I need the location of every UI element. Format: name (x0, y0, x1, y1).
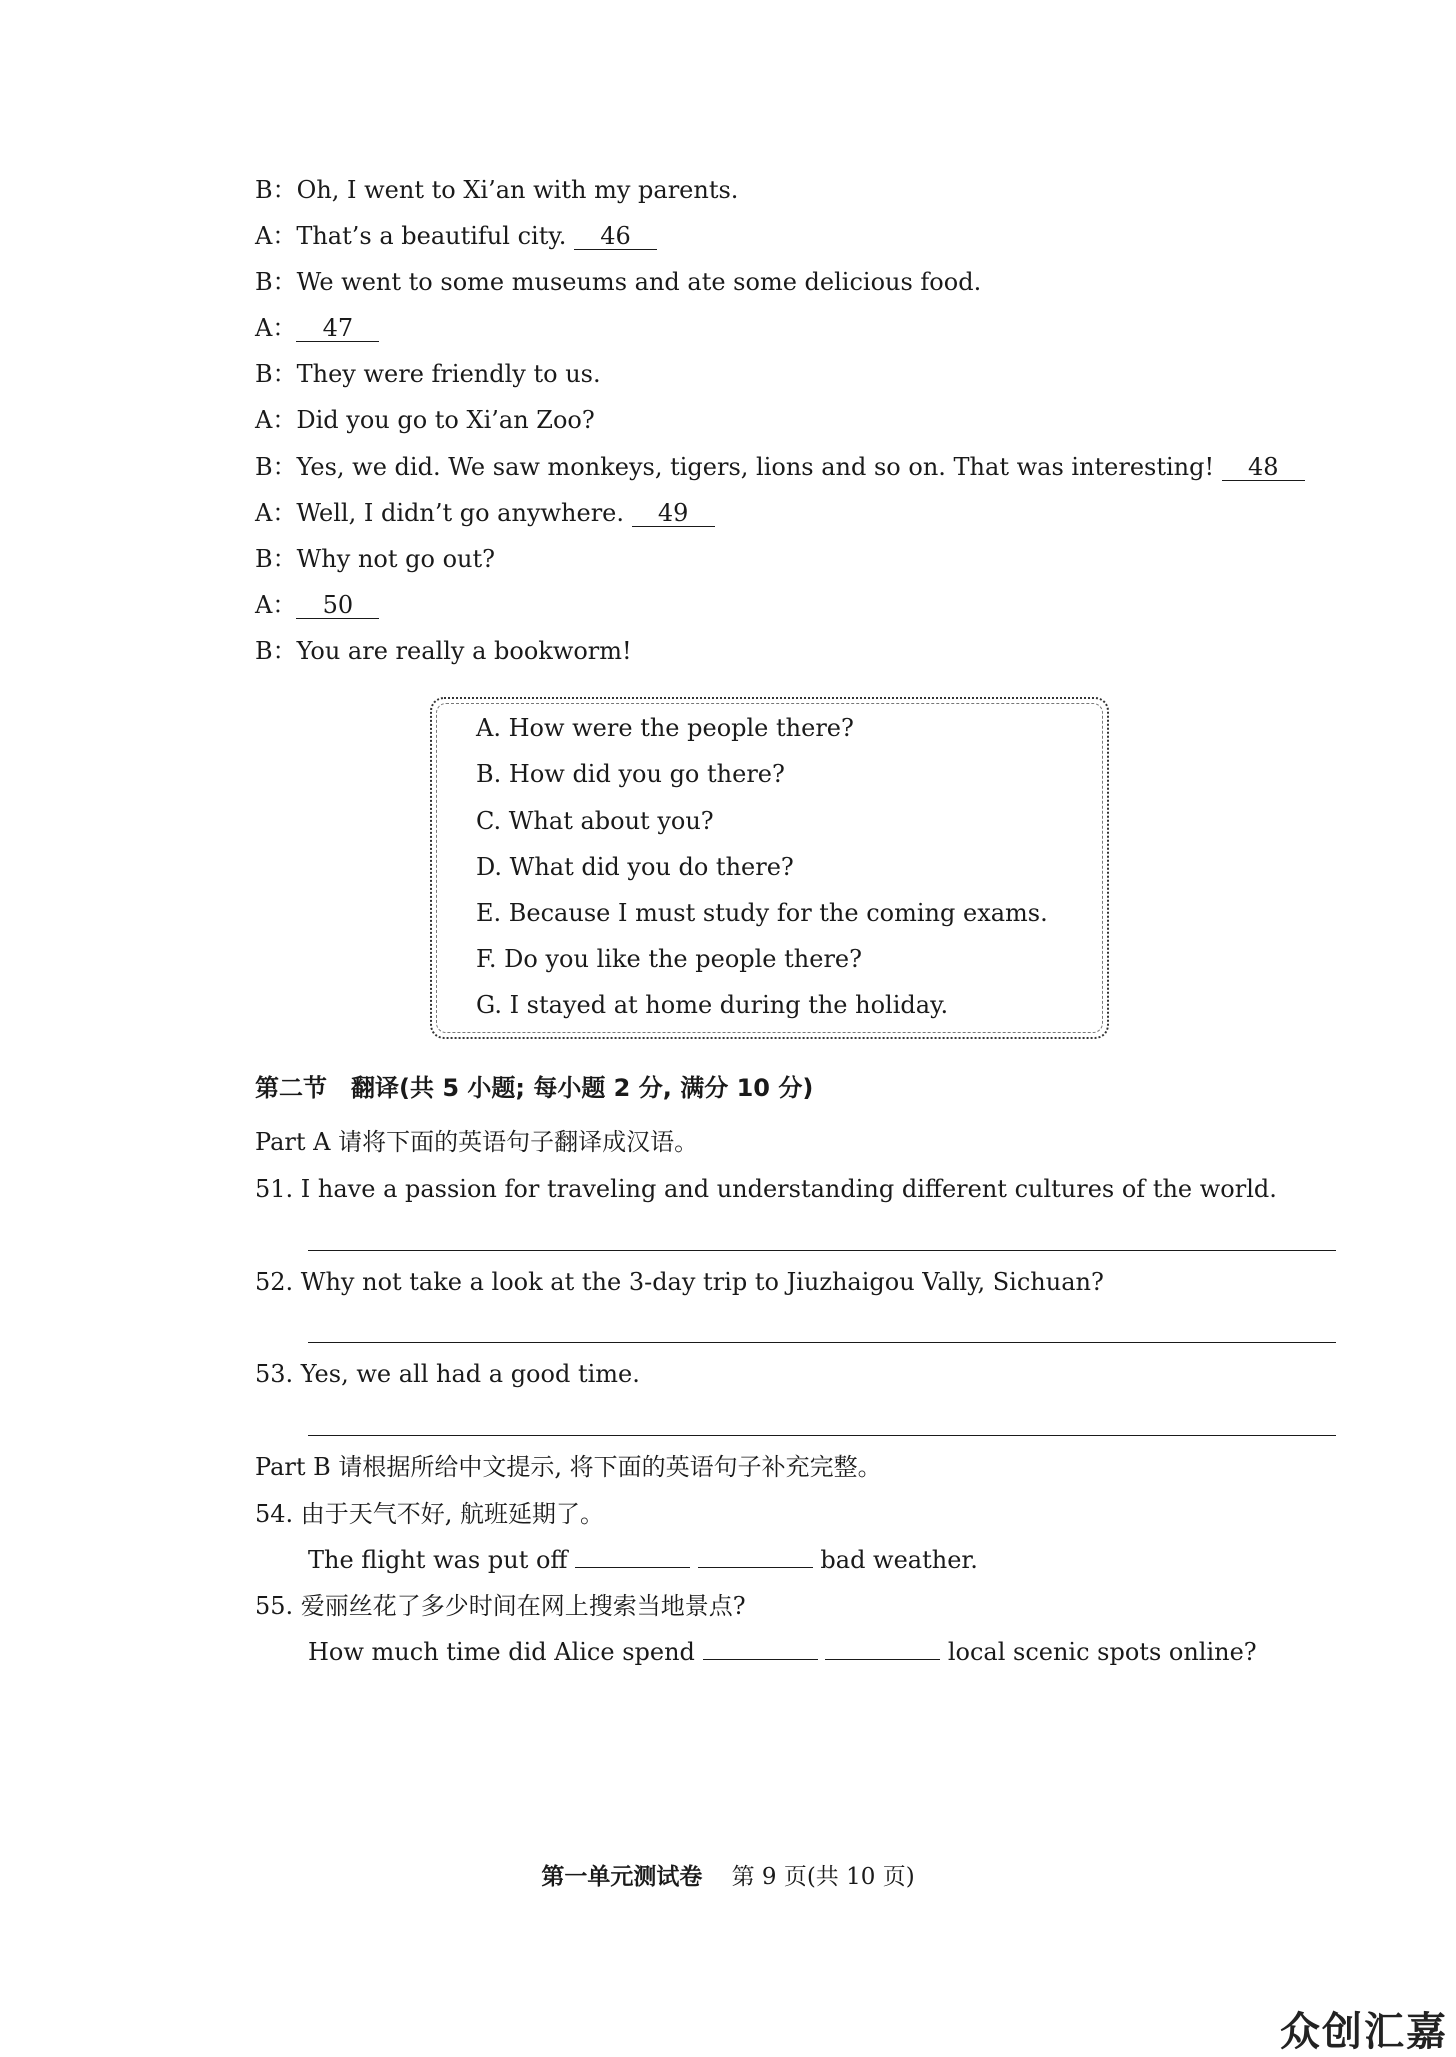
dialogue-line (255, 221, 657, 251)
part-b-instruction: Part B 请根据所给中文提示, 将下面的英语句子补充完整。 (255, 1453, 882, 1481)
answer-line-51[interactable] (308, 1250, 1336, 1251)
speaker-label: B： (255, 637, 297, 665)
answer-blank[interactable]: 47 (296, 315, 379, 342)
dialogue-text: Why not go out? (296, 545, 495, 573)
answer-blank[interactable]: 49 (632, 500, 715, 527)
speaker-label: B： (255, 453, 297, 481)
speaker-label: B： (255, 360, 297, 388)
option-item: A. How were the people there? (476, 714, 854, 742)
q54-text-end: bad weather. (820, 1546, 978, 1574)
answer-line-53[interactable] (308, 1435, 1336, 1436)
answer-blank[interactable]: 46 (574, 223, 657, 250)
dialogue-text: Yes, we did. We saw monkeys, tigers, lions and so on. That was interesting! (296, 453, 1222, 481)
option-item: C. What about you? (476, 807, 714, 835)
q55-text-start: How much time did Alice spend (308, 1638, 695, 1666)
dialogue-text: We went to some museums and ate some delicious food. (296, 268, 982, 296)
q54-blank-1[interactable] (575, 1545, 690, 1568)
speaker-label: A： (255, 591, 297, 619)
dialogue-line (255, 405, 595, 435)
q55-text-end: local scenic spots online? (947, 1638, 1257, 1666)
brand-watermark: 众创汇嘉 (1280, 2009, 1448, 2055)
section2-title: 第二节 翻译(共 5 小题; 每小题 2 分, 满分 10 分) (255, 1074, 814, 1102)
answer-line-52[interactable] (308, 1342, 1336, 1343)
speaker-label: B： (255, 545, 297, 573)
question-55-sentence (308, 1637, 1257, 1667)
option-item: G. I stayed at home during the holiday. (476, 991, 949, 1019)
question-53: 53. Yes, we all had a good time. (255, 1360, 640, 1388)
dialogue-line (255, 359, 601, 389)
dialogue-line (255, 313, 379, 343)
speaker-label: A： (255, 222, 297, 250)
question-55: 55. 爱丽丝花了多少时间在网上搜索当地景点? (255, 1592, 746, 1620)
answer-blank[interactable]: 48 (1222, 454, 1305, 481)
dialogue-line (255, 636, 632, 666)
dialogue-text: They were friendly to us. (296, 360, 601, 388)
dialogue-text: Oh, I went to Xi’an with my parents. (296, 176, 739, 204)
speaker-label: A： (255, 406, 297, 434)
dialogue-line (255, 590, 379, 620)
dialogue-line (255, 452, 1305, 482)
dialogue-line (255, 267, 981, 297)
page-footer (0, 1858, 1456, 1891)
dialogue-line (255, 175, 738, 205)
question-54-sentence (308, 1545, 978, 1575)
q54-blank-2[interactable] (698, 1545, 813, 1568)
dialogue-line (255, 544, 495, 574)
answer-blank[interactable]: 50 (296, 592, 379, 619)
speaker-label: B： (255, 176, 297, 204)
dialogue-line (255, 498, 715, 528)
q54-text-start: The flight was put off (308, 1546, 568, 1574)
speaker-label: B： (255, 268, 297, 296)
speaker-label: A： (255, 314, 297, 342)
dialogue-text: That’s a beautiful city. (296, 222, 574, 250)
speaker-label: A： (255, 499, 297, 527)
option-item: D. What did you do there? (476, 853, 794, 881)
dialogue-text: Did you go to Xi’an Zoo? (296, 406, 595, 434)
footer-page-number: 第 9 页(共 10 页) (731, 1864, 915, 1890)
option-item: E. Because I must study for the coming exams. (476, 899, 1048, 927)
question-52: 52. Why not take a look at the 3-day trip to Jiuzhaigou Vally, Sichuan? (255, 1268, 1104, 1296)
question-54: 54. 由于天气不好, 航班延期了。 (255, 1500, 605, 1528)
part-a-instruction: Part A 请将下面的英语句子翻译成汉语。 (255, 1128, 699, 1156)
dialogue-text: You are really a bookworm! (296, 637, 632, 665)
footer-test-name: 第一单元测试卷 (541, 1864, 703, 1890)
question-51: 51. I have a passion for traveling and understanding different cultures of the world. (255, 1175, 1277, 1203)
option-item: F. Do you like the people there? (476, 945, 862, 973)
q55-blank-1[interactable] (703, 1637, 818, 1660)
option-item: B. How did you go there? (476, 760, 785, 788)
dialogue-text: Well, I didn’t go anywhere. (296, 499, 632, 527)
q55-blank-2[interactable] (825, 1637, 940, 1660)
